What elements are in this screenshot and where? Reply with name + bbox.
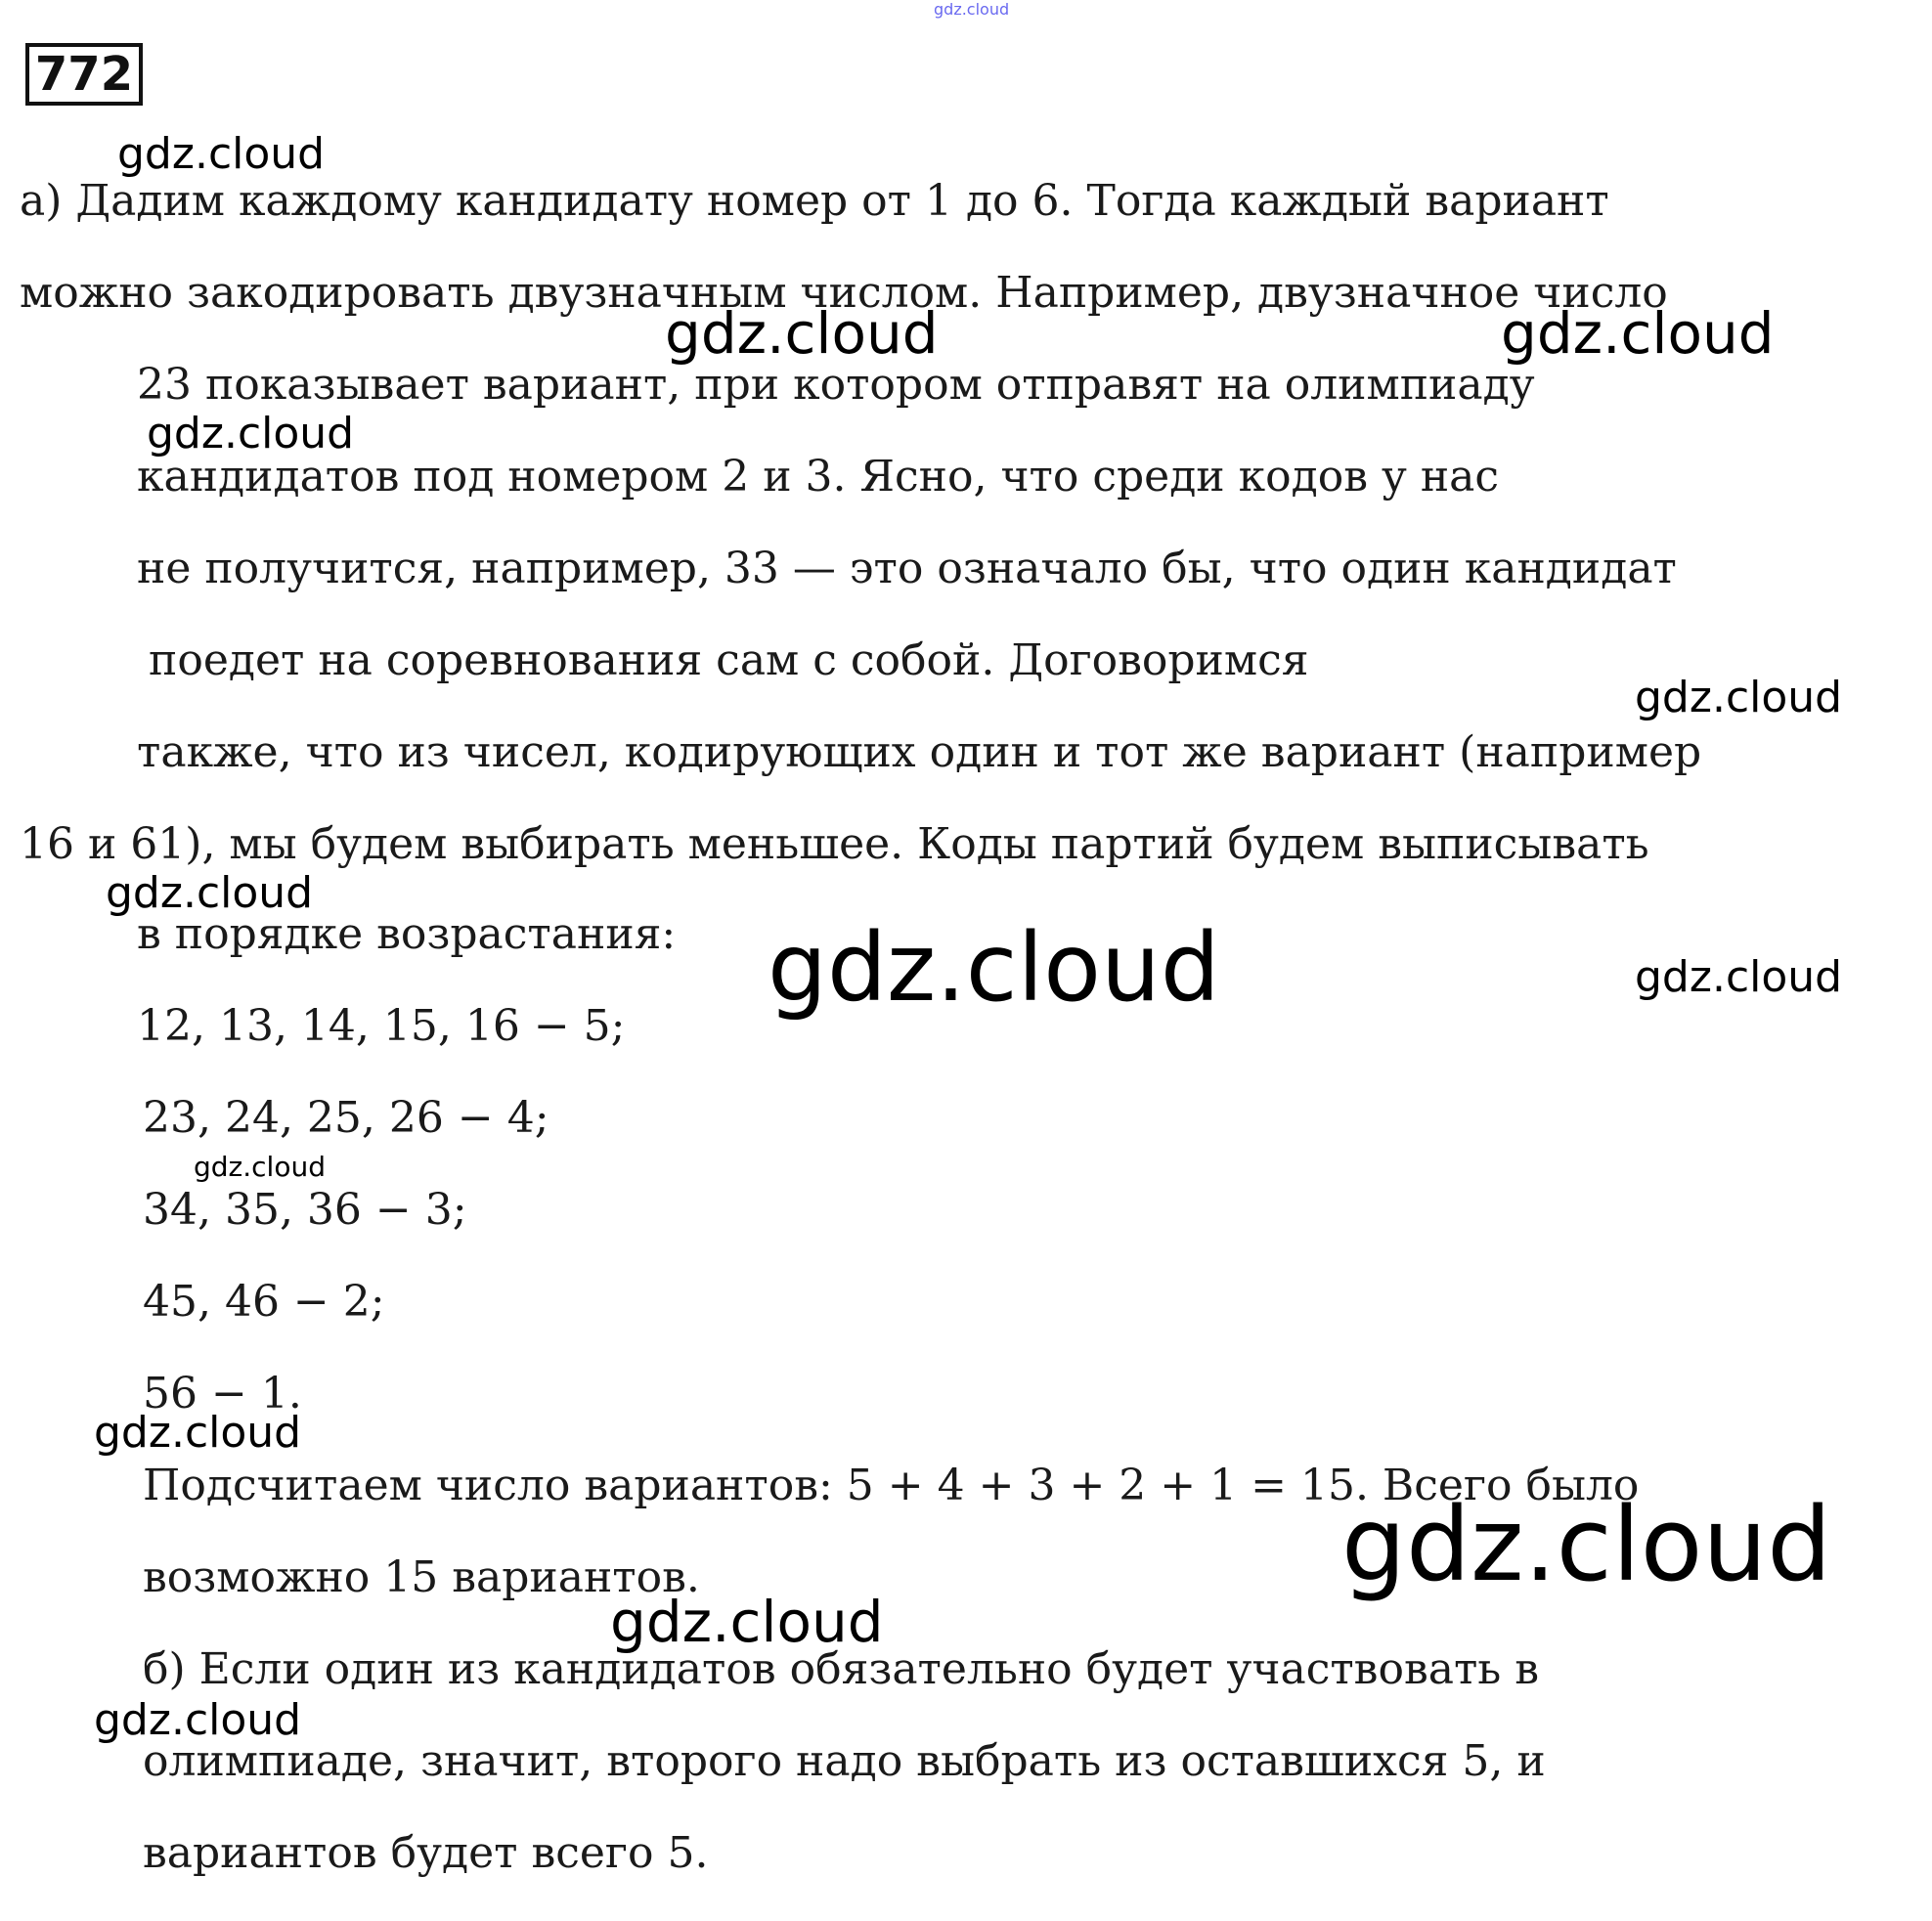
watermark: gdz.cloud [1341,1485,1832,1604]
problem-number: 772 [25,43,143,106]
text-line: в порядке возрастания: [137,909,677,959]
text-line: кандидатов под номером 2 и 3. Ясно, что среди кодов у нас [137,452,1500,502]
watermark: gdz.cloud [117,129,326,179]
text-line: 34, 35, 36 − 3; [143,1185,467,1235]
text-line: 23 показывает вариант, при котором отправят на олимпиаду [137,360,1535,410]
watermark: gdz.cloud [106,868,314,918]
watermark: gdz.cloud [94,1695,302,1745]
watermark: gdz.cloud [147,409,355,458]
watermark: gdz.cloud [1635,673,1843,722]
watermark: gdz.cloud [934,0,1010,19]
text-line: не получится, например, 33 — это означало бы, что один кандидат [137,544,1677,593]
watermark: gdz.cloud [194,1151,326,1183]
watermark: gdz.cloud [610,1589,884,1655]
text-line: 16 и 61), мы будем выбирать меньшее. Коды партий будем выписывать [20,819,1649,869]
watermark: gdz.cloud [665,300,939,367]
watermark: gdz.cloud [1501,300,1775,367]
watermark: gdz.cloud [94,1408,302,1458]
text-line: Подсчитаем число вариантов: 5 + 4 + 3 + 2 + 1 = 15. Всего было [143,1461,1640,1510]
text-line: б) Если один из кандидатов обязательно будет участвовать в [143,1644,1540,1694]
text-line: поедет на соревнования сам с собой. Договоримся [149,635,1309,685]
text-line: а) Дадим каждому кандидату номер от 1 до 6. Тогда каждый вариант [20,176,1609,226]
watermark: gdz.cloud [768,913,1220,1023]
text-line: можно закодировать двузначным числом. Например, двузначное число [20,268,1668,318]
text-line: 23, 24, 25, 26 − 4; [143,1093,549,1143]
text-line: 56 − 1. [143,1369,302,1419]
text-line: 12, 13, 14, 15, 16 − 5; [137,1001,626,1051]
text-line: 45, 46 − 2; [143,1277,385,1327]
text-line: олимпиаде, значит, второго надо выбрать из оставшихся 5, и [143,1736,1546,1786]
text-line: вариантов будет всего 5. [143,1828,709,1878]
text-line: также, что из чисел, кодирующих один и тот же вариант (например [137,727,1702,777]
text-line: возможно 15 вариантов. [143,1552,700,1602]
watermark: gdz.cloud [1635,952,1843,1002]
